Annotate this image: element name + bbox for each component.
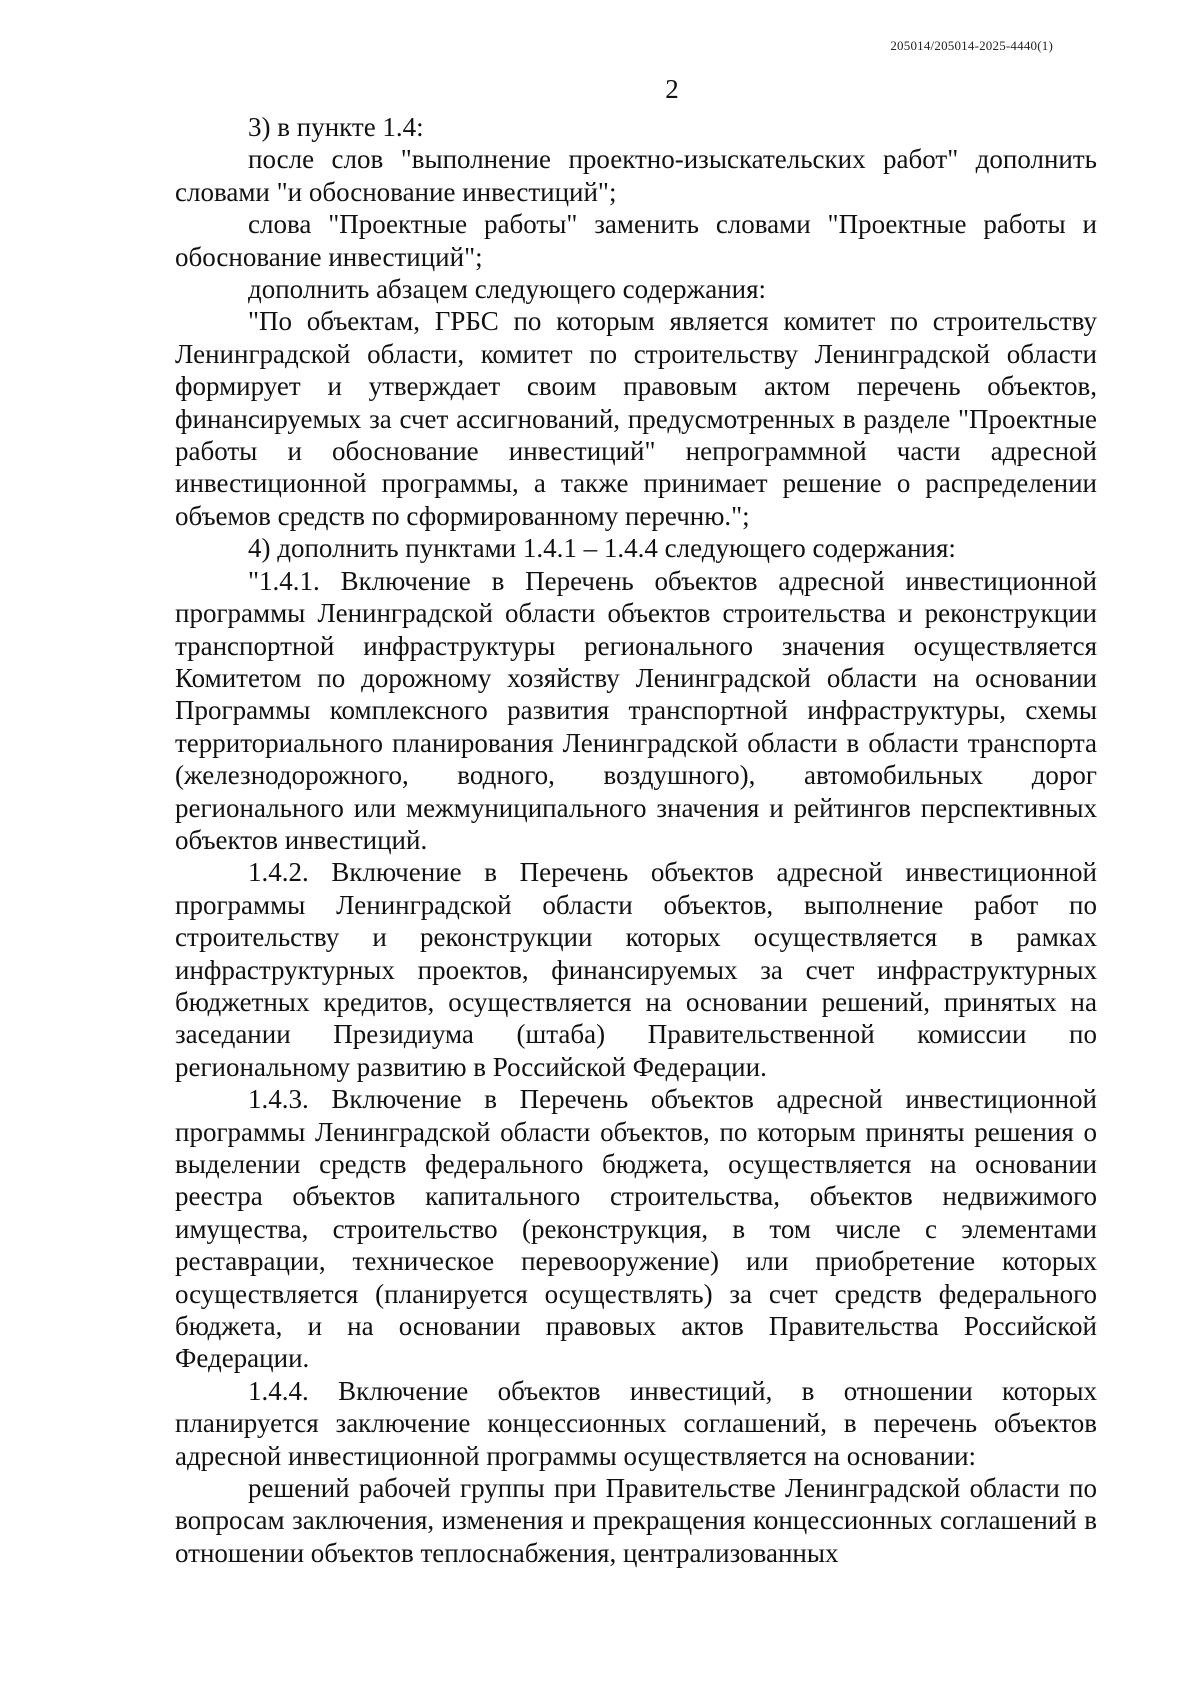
paragraph-add-intro: дополнить абзацем следующего содержания: — [248, 274, 767, 305]
page-number: 2 — [665, 74, 679, 104]
paragraph-working-group: решений рабочей группы при Правительстве Ленинградской области по вопросам заключения, изменения и прекращения концессионных соглашений в отношении объектов теплоснабжения, централизованных — [175, 1473, 1097, 1568]
paragraph-1-4-1: "1.4.1. Включение в Перечень объектов адресной инвестиционной программы Ленинградской области объектов строительства и реконструкции транспортной инфраструктуры регионального значения осуществляется Комитетом по дорожному хозяйству Ленинградской области на основании Программы комплексного развития транспортной инфраструктуры, схемы территориального планирования Ленинградской области в области транспорта (железнодорожного, водного, воздушного), автомобильных дорог регионального или межмуниципального значения и рейтингов перспективных объектов инвестиций. — [175, 565, 1097, 855]
paragraph-1-4-4: 1.4.4. Включение объектов инвестиций, в отношении которых планируется заключение концессионных соглашений, в перечень объектов адресной инвестиционной программы осуществляется на основании: — [175, 1375, 1097, 1471]
document-id: 205014/205014-2025-4440(1) — [890, 38, 1053, 53]
paragraph-replace-words-2: слова "Проектные работы" заменить словами "Проектные работы и обоснование инвестиций"; — [175, 209, 1097, 272]
paragraph-1-4-3: 1.4.3. Включение в Перечень объектов адресной инвестиционной программы Ленинградской области объектов, по которым приняты решения о выделении средств федерального бюджета, осуществляется на основании реестра объектов капитального строительства, объектов недвижимого имущества, строительство (реконструкция, в том числе с элементами реставрации, техническое перевооружение) или приобретение которых осуществляется (планируется осуществлять) за счет средств федерального бюджета, и на основании правовых актов Правительства Российской Федерации. — [175, 1084, 1097, 1374]
paragraph-replace-words-1: после слов "выполнение проектно-изыскательских работ" дополнить словами "и обоснование инвестиций"; — [175, 144, 1097, 207]
paragraph-1-4-2: 1.4.2. Включение в Перечень объектов адресной инвестиционной программы Ленинградской области объектов, выполнение работ по строительству и реконструкции которых осуществляется в рамках инфраструктурных проектов, финансируемых за счет инфраструктурных бюджетных кредитов, осуществляется на основании решений, принятых на заседании Президиума (штаба) Правительственной комиссии по региональному развитию в Российской Федерации. — [175, 857, 1097, 1082]
paragraph-construction-committee: "По объектам, ГРБС по которым является комитет по строительству Ленинградской области, комитет по строительству Ленинградской области формирует и утверждает своим правовым актом перечень объектов, финансируемых за счет ассигнований, предусмотренных в разделе "Проектные работы и обоснование инвестиций" непрограммной части адресной инвестиционной программы, а также принимает решение о распределении объемов средств по сформированному перечню."; — [175, 306, 1097, 531]
paragraph-item-4-heading: 4) дополнить пунктами 1.4.1 – 1.4.4 следующего содержания: — [248, 533, 956, 564]
paragraph-item-3-heading: 3) в пункте 1.4: — [248, 112, 424, 142]
document-body — [175, 111, 1097, 1569]
